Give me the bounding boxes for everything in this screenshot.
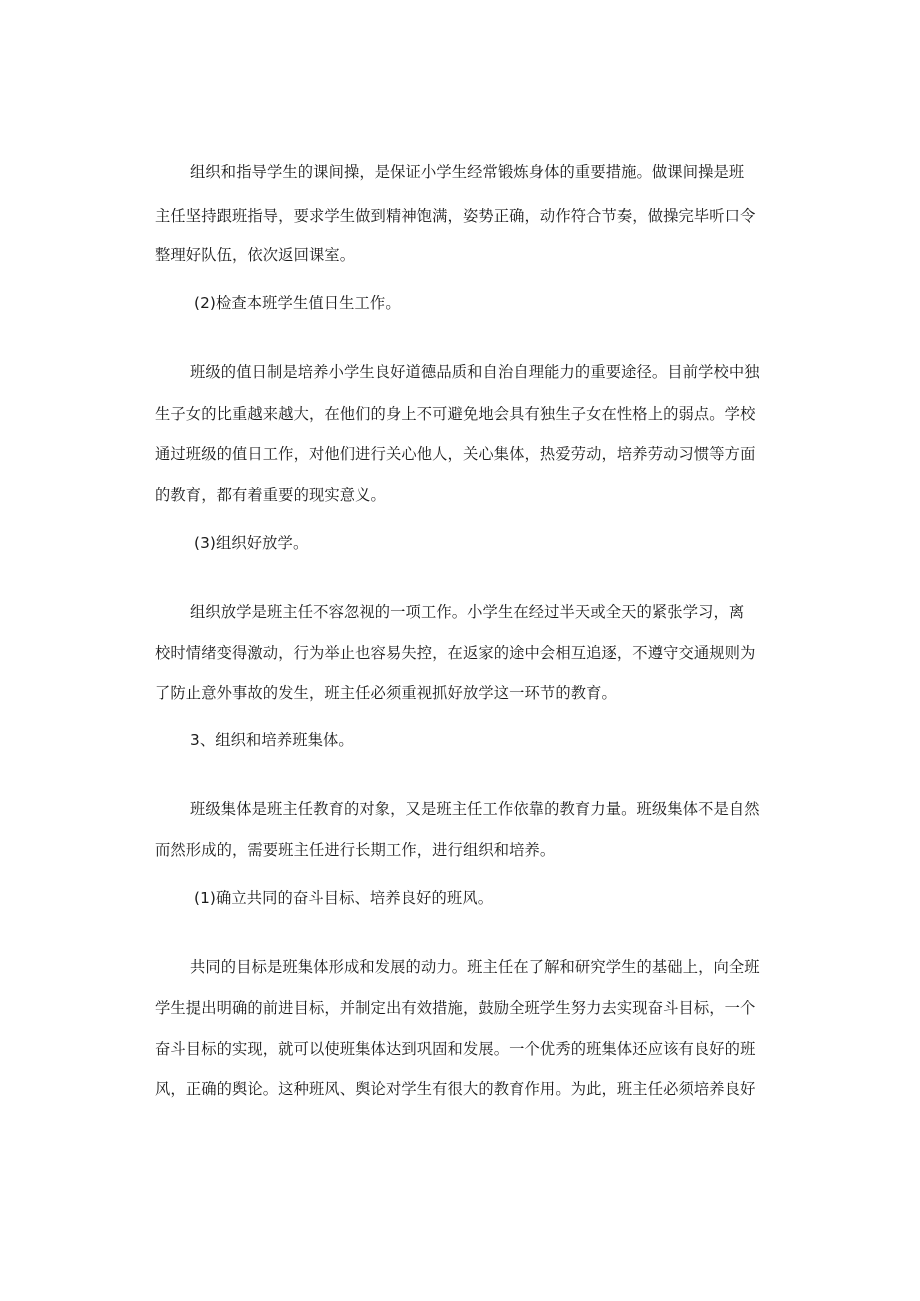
- paragraph-2-line-3: 通过班级的值日工作，对他们进行关心他人，关心集体，热爱劳动，培养劳动习惯等方面: [155, 445, 756, 463]
- paragraph-3-line-1: 组织放学是班主任不容忽视的一项工作。小学生在经过半天或全天的紧张学习，离: [190, 603, 745, 621]
- paragraph-5-line-3: 奋斗目标的实现，就可以使班集体达到巩固和发展。一个优秀的班集体还应该有良好的班: [155, 1040, 756, 1058]
- paragraph-4-line-1: 班级集体是班主任教育的对象，又是班主任工作依靠的教育力量。班级集体不是自然: [190, 800, 760, 818]
- subheading-common-goal: (1)确立共同的奋斗目标、培养良好的班风。: [194, 889, 494, 907]
- paragraph-5-line-4: 风，正确的舆论。这种班风、舆论对学生有很大的教育作用。为此，班主任必须培养良好: [155, 1080, 756, 1098]
- paragraph-1-line-1: 组织和指导学生的课间操，是保证小学生经常锻炼身体的重要措施。做课间操是班: [190, 163, 745, 181]
- paragraph-2-line-1: 班级的值日制是培养小学生良好道德品质和自治自理能力的重要途径。目前学校中独: [190, 363, 760, 381]
- paragraph-1-line-2: 主任坚持跟班指导，要求学生做到精神饱满，姿势正确，动作符合节奏，做操完毕听口令: [155, 207, 756, 225]
- paragraph-3-line-2: 校时情绪变得激动，行为举止也容易失控，在返家的途中会相互追逐，不遵守交通规则为: [155, 644, 756, 662]
- paragraph-2-line-4: 的教育，都有着重要的现实意义。: [155, 486, 386, 504]
- paragraph-3-line-3: 了防止意外事故的发生，班主任必须重视抓好放学这一环节的教育。: [155, 684, 617, 702]
- heading-section-3: 3、组织和培养班集体。: [190, 731, 354, 749]
- subheading-check-duty: (2)检查本班学生值日生工作。: [194, 294, 401, 312]
- subheading-dismissal: (3)组织好放学。: [194, 534, 309, 552]
- paragraph-1-line-3: 整理好队伍，依次返回课室。: [155, 246, 356, 264]
- paragraph-5-line-2: 学生提出明确的前进目标，并制定出有效措施，鼓励全班学生努力去实现奋斗目标，一个: [155, 999, 756, 1017]
- paragraph-4-line-2: 而然形成的，需要班主任进行长期工作，进行组织和培养。: [155, 841, 556, 859]
- paragraph-2-line-2: 生子女的比重越来越大，在他们的身上不可避免地会具有独生子女在性格上的弱点。学校: [155, 405, 756, 423]
- paragraph-5-line-1: 共同的目标是班集体形成和发展的动力。班主任在了解和研究学生的基础上，向全班: [190, 958, 760, 976]
